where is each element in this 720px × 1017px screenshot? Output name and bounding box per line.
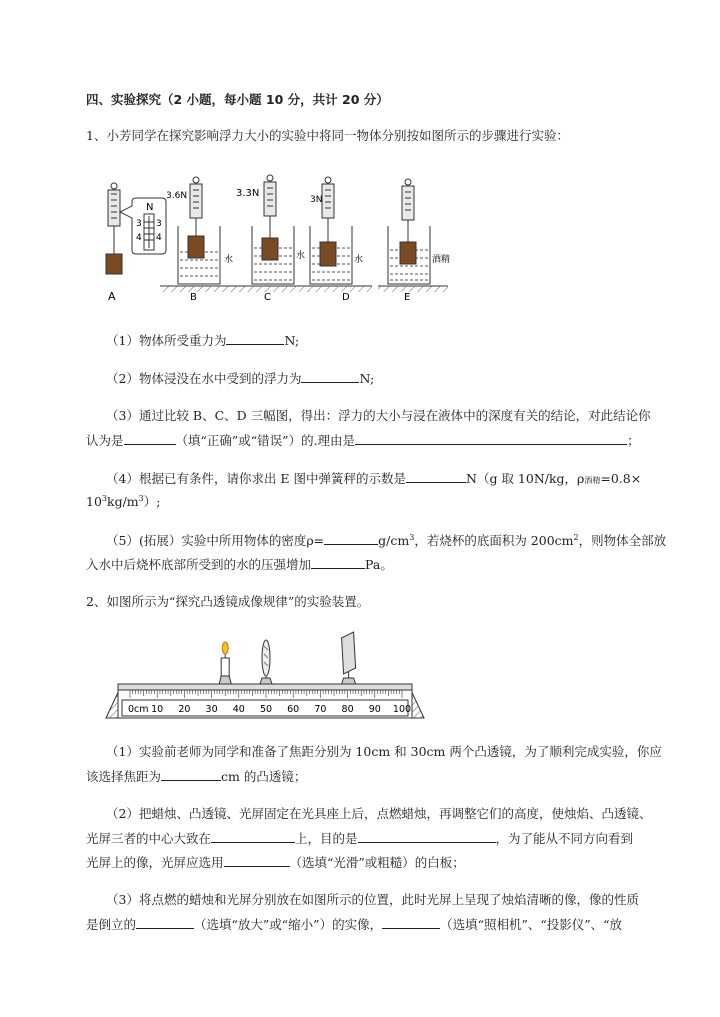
candle [219, 642, 231, 684]
superscript: 2 [573, 532, 579, 542]
q1-part3-line2 [86, 432, 640, 449]
answer-blank[interactable] [311, 556, 365, 569]
subscript: 酒精 [584, 476, 601, 485]
ruler-label: 100 [392, 704, 412, 715]
label-c: C [264, 292, 271, 303]
answer-blank[interactable] [358, 830, 496, 843]
reading-d: 3N [310, 195, 323, 205]
q2-stem: 2、如图所示为“探究凸透镜成像规律”的实验装置。 [86, 594, 370, 609]
q1-part2-unit: N; [359, 371, 375, 386]
answer-blank[interactable] [226, 332, 284, 345]
q1-part5-text: g/cm [378, 533, 410, 548]
q1-part3-text: （填“正确”或“错误”）的.理由是 [175, 433, 356, 448]
q1-part5-line1 [106, 532, 666, 549]
setup-d [304, 177, 372, 303]
q2-part3-line1: （3）将点燃的蜡烛和光屏分别放在如图所示的位置，此时光屏上呈现了烛焰清晰的像，像的性质 [106, 892, 639, 907]
superscript: 3 [409, 532, 415, 542]
answer-blank[interactable] [124, 432, 176, 445]
section-title: 四、实验探究（2 小题，每小题 10 分，共计 20 分） [86, 92, 389, 107]
q2-part2-line3 [86, 854, 465, 871]
superscript: 3 [101, 493, 107, 503]
q1-part4-text: ）; [143, 494, 161, 509]
ruler-label: 30 [205, 704, 218, 715]
superscript: 3 [138, 493, 144, 503]
ruler-label: 50 [259, 704, 273, 715]
q1-part4-text: =0.8× [600, 471, 642, 486]
answer-blank[interactable] [211, 830, 295, 843]
answer-blank[interactable] [406, 470, 466, 483]
answer-blank[interactable] [355, 432, 627, 445]
q2-part2-text: 光屏三者的中心大致在 [86, 831, 212, 846]
answer-blank[interactable] [161, 768, 221, 781]
q1-part4-text: kg/m [107, 494, 139, 509]
ruler-label: 90 [368, 704, 381, 715]
q2-part3-text: 是倒立的 [86, 917, 137, 932]
q1-part5-text: ，若烧杯的底面积为 200cm [414, 533, 574, 548]
ruler-label: 0cm [128, 704, 149, 715]
answer-blank[interactable] [324, 532, 378, 545]
q1-part5-text: 入水中后烧杯底部所受到的水的压强增加 [86, 557, 312, 572]
q1-part4-line2 [86, 494, 160, 510]
label-e: E [404, 292, 411, 303]
liquid-e: 酒精 [432, 255, 451, 265]
dial-tick: 3 [136, 219, 142, 229]
q2-optical-bench-figure [100, 628, 430, 724]
q1-part5-text: （5）(拓展）实验中所用物体的密度ρ= [106, 533, 325, 548]
reading-b: 3.6N [166, 191, 188, 201]
q1-part3-text: 认为是 [86, 433, 124, 448]
q1-part2-text: （2）物体浸没在水中受到的浮力为 [106, 371, 302, 386]
q1-part5-text: ，则物体全部放 [578, 533, 667, 548]
light-screen [342, 632, 356, 684]
q1-part4-text: 10 [86, 494, 102, 509]
setup-b [160, 177, 238, 303]
q2-part2-text: 上，目的是 [295, 831, 358, 846]
liquid-b: 水 [224, 255, 234, 265]
liquid-c: 水 [296, 251, 306, 261]
answer-blank[interactable] [224, 854, 290, 867]
q1-part4-text: （4）根据已有条件，请你求出 E 图中弹簧秤的示数是 [106, 471, 407, 486]
q1-part1 [106, 332, 299, 349]
label-d: D [342, 292, 350, 303]
label-a: A [108, 290, 116, 303]
dial-letter: N [146, 202, 154, 213]
ruler-label: 60 [287, 704, 300, 715]
liquid-d: 水 [354, 255, 364, 265]
q1-part4-line1 [106, 470, 641, 489]
q1-part1-text: （1）物体所受重力为 [106, 333, 227, 348]
reading-c: 3.3N [236, 188, 260, 199]
q1-stem: 1、小芳同学在探究影响浮力大小的实验中将同一物体分别按如图所示的步骤进行实验： [86, 128, 569, 143]
q2-part1-line1: （1）实验前老师为同学和准备了焦距分别为 10cm 和 30cm 两个凸透镜，为了顺利完成实验，你应 [106, 744, 662, 759]
q2-part3-text: （选填“照相机”、“投影仪”、“放 [440, 917, 623, 932]
ruler-label: 20 [178, 704, 191, 715]
ruler-label: 10 [151, 704, 164, 715]
q2-part1-line2 [86, 768, 306, 785]
q2-part1-text: cm 的凸透镜； [221, 769, 307, 784]
q2-part2-text: ，为了能从不同方向看到 [495, 831, 634, 846]
q1-buoyancy-figure [96, 172, 456, 310]
ruler-label: 40 [232, 704, 245, 715]
ruler-label: 80 [341, 704, 354, 715]
q2-part2-line2 [86, 830, 633, 847]
q1-part2 [106, 370, 374, 387]
label-b: B [190, 292, 197, 303]
q1-part5-line2 [86, 556, 393, 573]
q2-part2-text: （选填“光滑”或粗糙）的白板； [289, 855, 465, 870]
setup-e [378, 179, 450, 303]
dial-tick: 3 [156, 219, 162, 229]
convex-lens [260, 640, 272, 684]
q2-part3-line2 [86, 916, 622, 933]
q2-part1-text: 该选择焦距为 [86, 769, 162, 784]
q1-part3-text: ； [627, 433, 640, 448]
q1-part5-text: Pa。 [365, 557, 393, 572]
dial-tick: 4 [136, 233, 142, 243]
setup-c [236, 175, 310, 303]
q1-part1-unit: N; [284, 333, 300, 348]
q1-part3-line1: （3）通过比较 B、C、D 三幅图，得出：浮力的大小与浸在液体中的深度有关的结论，对此结论你 [106, 408, 651, 423]
q1-part4-text: N（g 取 10N/kg，ρ [466, 471, 585, 486]
dial-tick: 4 [156, 233, 162, 243]
answer-blank[interactable] [301, 370, 359, 383]
answer-blank[interactable] [382, 916, 440, 929]
setup-a [106, 183, 166, 303]
q2-part2-text: 光屏上的像，光屏应选用 [86, 855, 224, 870]
ruler-label: 70 [314, 704, 327, 715]
q2-part3-text: （选填“放大”或“缩小”）的实像， [194, 917, 383, 932]
answer-blank[interactable] [136, 916, 194, 929]
q2-part2-line1: （2）把蜡烛、凸透镜、光屏固定在光具座上后，点燃蜡烛，再调整它们的高度，使烛焰、凸透镜、 [106, 806, 652, 821]
